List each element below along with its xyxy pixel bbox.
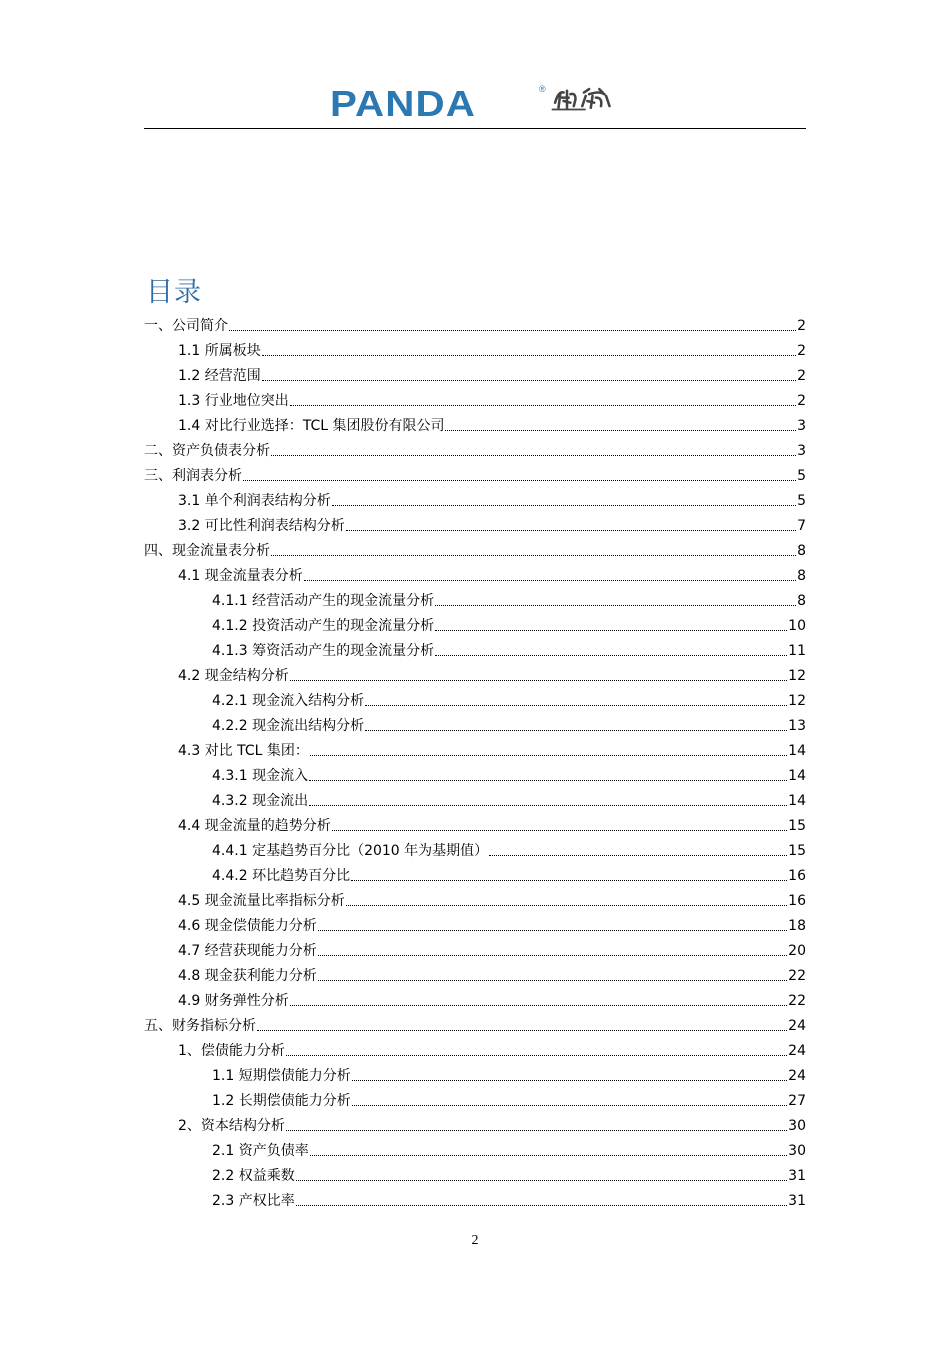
toc-leader-dots — [346, 530, 796, 531]
toc-leader-dots — [262, 380, 796, 381]
toc-leader-dots — [290, 1005, 787, 1006]
toc-entry-page: 7 — [797, 518, 806, 534]
toc-entry-page: 22 — [788, 993, 806, 1009]
toc-leader-dots — [271, 455, 796, 456]
toc-entry-label: 2、资本结构分析 — [178, 1118, 285, 1134]
toc-entry-label: 2.1 资产负债率 — [212, 1143, 309, 1159]
toc-entry[interactable] — [144, 962, 806, 987]
toc-entry-label: 4.1.2 投资活动产生的现金流量分析 — [212, 618, 435, 634]
toc-entry-label: 4.3.1 现金流入 — [212, 768, 309, 784]
toc-entry-page: 3 — [797, 418, 806, 434]
toc-entry-page: 30 — [788, 1118, 806, 1134]
toc-entry-label: 4.9 财务弹性分析 — [178, 993, 289, 1009]
panda-logo — [330, 82, 476, 124]
toc-entry-page: 10 — [788, 618, 806, 634]
toc-entry-label: 三、利润表分析 — [144, 468, 242, 484]
toc-entry-label: 3.2 可比性利润表结构分析 — [178, 518, 345, 534]
header-divider — [144, 128, 806, 129]
toc-leader-dots — [352, 1105, 787, 1106]
toc-entry-page: 24 — [788, 1068, 806, 1084]
toc-leader-dots — [332, 830, 787, 831]
page-header — [144, 78, 806, 130]
toc-leader-dots — [257, 1030, 787, 1031]
toc-entry[interactable] — [144, 587, 806, 612]
toc-entry[interactable] — [144, 462, 806, 487]
toc-leader-dots — [445, 430, 796, 431]
toc-entry-label: 五、财务指标分析 — [144, 1018, 256, 1034]
toc-leader-dots — [262, 355, 796, 356]
toc-entry-label: 4.8 现金获利能力分析 — [178, 968, 317, 984]
toc-entry-page: 30 — [788, 1143, 806, 1159]
toc-entry[interactable] — [144, 687, 806, 712]
toc-entry-page: 15 — [788, 843, 806, 859]
toc-entry-label: 4.4.2 环比趋势百分比 — [212, 868, 351, 884]
toc-leader-dots — [435, 605, 796, 606]
toc-leader-dots — [352, 1080, 787, 1081]
toc-entry-label: 4.3.2 现金流出 — [212, 793, 309, 809]
toc-entry-label: 一、公司简介 — [144, 318, 228, 334]
toc-entry-page: 16 — [788, 868, 806, 884]
toc-title: 目录 — [146, 277, 202, 308]
toc-entry[interactable] — [144, 1012, 806, 1037]
toc-entry[interactable] — [144, 862, 806, 887]
toc-entry-page: 16 — [788, 893, 806, 909]
toc-leader-dots — [310, 755, 787, 756]
toc-leader-dots — [351, 880, 787, 881]
toc-leader-dots — [243, 480, 796, 481]
toc-entry-label: 3.1 单个利润表结构分析 — [178, 493, 331, 509]
toc-entry-label: 4.4 现金流量的趋势分析 — [178, 818, 331, 834]
toc-entry[interactable] — [144, 837, 806, 862]
toc-entry-page: 8 — [797, 593, 806, 609]
toc-entry[interactable] — [144, 537, 806, 562]
toc-entry[interactable] — [144, 912, 806, 937]
toc-entry-label: 4.2.2 现金流出结构分析 — [212, 718, 365, 734]
toc-leader-dots — [318, 955, 787, 956]
toc-entry-label: 4.1 现金流量表分析 — [178, 568, 303, 584]
toc-entry-label: 1、偿债能力分析 — [178, 1043, 285, 1059]
toc-leader-dots — [318, 930, 787, 931]
toc-leader-dots — [290, 405, 796, 406]
toc-entry-page: 24 — [788, 1018, 806, 1034]
table-of-contents — [144, 312, 806, 1212]
toc-leader-dots — [286, 1055, 787, 1056]
toc-entry-label: 4.2 现金结构分析 — [178, 668, 289, 684]
toc-entry[interactable] — [144, 562, 806, 587]
toc-entry-page: 14 — [788, 768, 806, 784]
toc-entry-label: 4.7 经营获现能力分析 — [178, 943, 317, 959]
toc-leader-dots — [365, 730, 787, 731]
toc-entry[interactable] — [144, 1062, 806, 1087]
toc-entry-page: 14 — [788, 793, 806, 809]
toc-entry-page: 27 — [788, 1093, 806, 1109]
toc-entry[interactable] — [144, 437, 806, 462]
toc-entry-page: 2 — [797, 343, 806, 359]
toc-entry[interactable] — [144, 1112, 806, 1137]
toc-leader-dots — [229, 330, 796, 331]
toc-leader-dots — [286, 1130, 787, 1131]
toc-entry-page: 22 — [788, 968, 806, 984]
toc-entry[interactable] — [144, 712, 806, 737]
toc-entry-page: 14 — [788, 743, 806, 759]
toc-entry-label: 4.2.1 现金流入结构分析 — [212, 693, 365, 709]
toc-entry-label: 4.6 现金偿债能力分析 — [178, 918, 317, 934]
toc-entry-page: 5 — [797, 468, 806, 484]
toc-leader-dots — [435, 630, 787, 631]
toc-entry-label: 2.2 权益乘数 — [212, 1168, 295, 1184]
toc-leader-dots — [309, 805, 787, 806]
toc-entry-page: 2 — [797, 318, 806, 334]
toc-entry[interactable] — [144, 887, 806, 912]
registered-mark: ® — [539, 84, 546, 94]
toc-entry[interactable] — [144, 1162, 806, 1187]
toc-entry[interactable] — [144, 1187, 806, 1212]
toc-entry[interactable] — [144, 337, 806, 362]
toc-entry[interactable] — [144, 512, 806, 537]
toc-entry-label: 4.3 对比 TCL 集团： — [178, 743, 309, 759]
toc-entry[interactable] — [144, 412, 806, 437]
toc-entry-page: 3 — [797, 443, 806, 459]
toc-entry[interactable] — [144, 487, 806, 512]
toc-leader-dots — [332, 505, 796, 506]
toc-entry[interactable] — [144, 737, 806, 762]
toc-entry-label: 1.1 所属板块 — [178, 343, 261, 359]
toc-entry-label: 4.1.3 筹资活动产生的现金流量分析 — [212, 643, 435, 659]
toc-entry-label: 1.1 短期偿债能力分析 — [212, 1068, 351, 1084]
toc-entry-page: 8 — [797, 568, 806, 584]
toc-entry-page: 31 — [788, 1193, 806, 1209]
toc-entry-page: 15 — [788, 818, 806, 834]
toc-entry-page: 8 — [797, 543, 806, 559]
toc-entry-label: 二、资产负债表分析 — [144, 443, 270, 459]
toc-entry[interactable] — [144, 312, 806, 337]
toc-leader-dots — [271, 555, 796, 556]
toc-entry-label: 4.1.1 经营活动产生的现金流量分析 — [212, 593, 435, 609]
toc-entry-page: 13 — [788, 718, 806, 734]
toc-entry[interactable] — [144, 362, 806, 387]
toc-entry-page: 20 — [788, 943, 806, 959]
toc-entry[interactable] — [144, 787, 806, 812]
toc-entry-page: 18 — [788, 918, 806, 934]
toc-entry-label: 1.2 经营范围 — [178, 368, 261, 384]
toc-entry-page: 2 — [797, 393, 806, 409]
toc-leader-dots — [304, 580, 796, 581]
toc-entry-label: 1.4 对比行业选择：TCL 集团股份有限公司 — [178, 418, 445, 434]
toc-entry[interactable] — [144, 1087, 806, 1112]
toc-leader-dots — [296, 1205, 787, 1206]
toc-entry[interactable] — [144, 762, 806, 787]
toc-leader-dots — [346, 905, 787, 906]
toc-entry[interactable] — [144, 812, 806, 837]
logo-wordmark: PANDA — [330, 83, 476, 124]
toc-entry-page: 12 — [788, 693, 806, 709]
toc-leader-dots — [489, 855, 787, 856]
toc-entry[interactable] — [144, 637, 806, 662]
toc-entry-label: 4.5 现金流量比率指标分析 — [178, 893, 345, 909]
toc-entry[interactable] — [144, 987, 806, 1012]
toc-entry[interactable] — [144, 937, 806, 962]
toc-leader-dots — [310, 1155, 787, 1156]
toc-entry-label: 1.2 长期偿债能力分析 — [212, 1093, 351, 1109]
toc-leader-dots — [290, 680, 787, 681]
toc-entry-page: 2 — [797, 368, 806, 384]
toc-leader-dots — [318, 980, 787, 981]
toc-entry-page: 12 — [788, 668, 806, 684]
page-number: 2 — [471, 1233, 479, 1248]
toc-entry-label: 4.4.1 定基趋势百分比（2010 年为基期值） — [212, 843, 489, 859]
toc-leader-dots — [296, 1180, 787, 1181]
toc-entry[interactable] — [144, 387, 806, 412]
toc-entry-label: 四、现金流量表分析 — [144, 543, 270, 559]
toc-leader-dots — [365, 705, 787, 706]
toc-entry-label: 1.3 行业地位突出 — [178, 393, 289, 409]
toc-entry[interactable] — [144, 612, 806, 637]
toc-entry[interactable] — [144, 1137, 806, 1162]
toc-entry[interactable] — [144, 662, 806, 687]
logo-chinese-calligraphy — [542, 84, 626, 118]
toc-leader-dots — [435, 655, 787, 656]
toc-entry-page: 5 — [797, 493, 806, 509]
toc-entry-page: 11 — [788, 643, 806, 659]
toc-entry-page: 31 — [788, 1168, 806, 1184]
toc-entry-page: 24 — [788, 1043, 806, 1059]
toc-leader-dots — [309, 780, 787, 781]
toc-entry-label: 2.3 产权比率 — [212, 1193, 295, 1209]
toc-entry[interactable] — [144, 1037, 806, 1062]
